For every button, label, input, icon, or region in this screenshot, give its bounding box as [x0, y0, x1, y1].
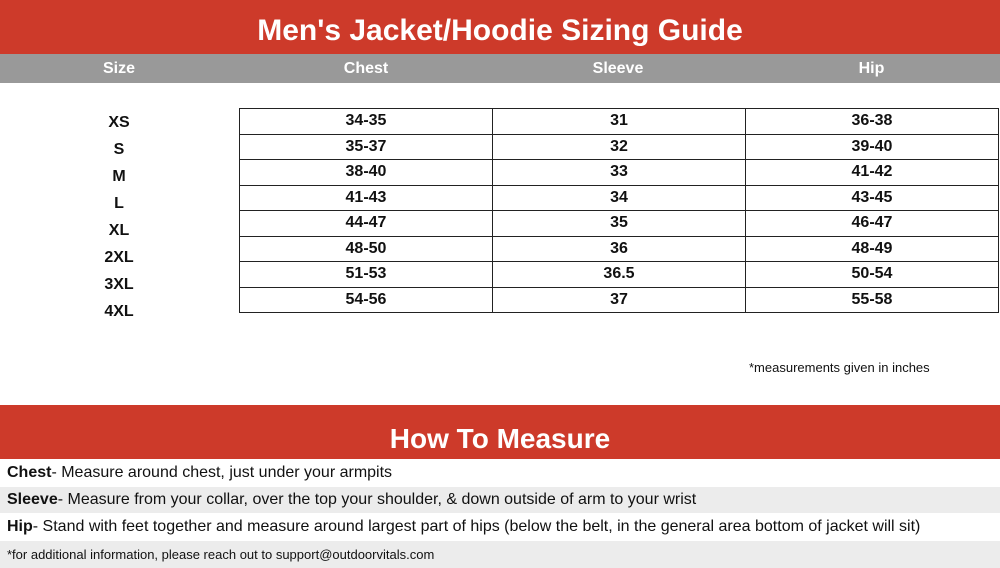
size-label: 3XL: [104, 276, 134, 293]
how-description: - Stand with feet together and measure around largest part of hips (below the belt, in the general area bottom of jacket will sit): [32, 518, 921, 535]
chest-cell: 48-50: [240, 236, 493, 262]
hip-cell: 39-40: [746, 134, 999, 160]
how-term: Chest: [7, 464, 52, 481]
how-description: - Measure around chest, just under your armpits: [51, 464, 393, 481]
hip-cell: 48-49: [746, 236, 999, 262]
column-header-hip: Hip: [858, 60, 885, 77]
how-term: Hip: [7, 518, 33, 535]
size-label: L: [114, 195, 124, 212]
hip-cell: 36-38: [746, 109, 999, 135]
hip-cell: 43-45: [746, 185, 999, 211]
sleeve-cell: 33: [493, 160, 746, 186]
column-header-bar: [0, 54, 1000, 83]
size-label: XS: [108, 114, 130, 131]
sleeve-cell: 32: [493, 134, 746, 160]
how-to-measure-title: How To Measure: [0, 405, 1000, 459]
page-title: Men's Jacket/Hoodie Sizing Guide: [0, 0, 1000, 54]
how-item-chest: [0, 460, 1000, 486]
table-row: [240, 109, 999, 135]
size-label: XL: [108, 222, 130, 239]
column-header-size: Size: [102, 60, 135, 77]
table-row: [240, 185, 999, 211]
sleeve-cell: 35: [493, 211, 746, 237]
size-label: 4XL: [104, 303, 134, 320]
chest-cell: 51-53: [240, 262, 493, 288]
footer-contact-note: *for additional information, please reach out to support@outdoorvitals.com: [0, 541, 1000, 568]
measurement-note: *measurements given in inches: [749, 360, 930, 375]
sleeve-cell: 31: [493, 109, 746, 135]
chest-cell: 54-56: [240, 287, 493, 313]
table-row: [240, 134, 999, 160]
size-table: [239, 108, 999, 313]
hip-cell: 55-58: [746, 287, 999, 313]
how-term: Sleeve: [7, 491, 58, 508]
hip-cell: 46-47: [746, 211, 999, 237]
chest-cell: 34-35: [240, 109, 493, 135]
how-item-hip: [0, 514, 1000, 540]
sleeve-cell: 36.5: [493, 262, 746, 288]
size-labels: [0, 109, 238, 325]
how-description: - Measure from your collar, over the top your shoulder, & down outside of arm to your wrist: [57, 491, 697, 508]
table-row: [240, 160, 999, 186]
size-label: 2XL: [104, 249, 134, 266]
size-label: M: [112, 168, 126, 185]
size-label: S: [113, 141, 125, 158]
table-row: [240, 262, 999, 288]
table-row: [240, 236, 999, 262]
chest-cell: 35-37: [240, 134, 493, 160]
hip-cell: 41-42: [746, 160, 999, 186]
chest-cell: 44-47: [240, 211, 493, 237]
hip-cell: 50-54: [746, 262, 999, 288]
column-header-sleeve: Sleeve: [592, 60, 644, 77]
sleeve-cell: 36: [493, 236, 746, 262]
sleeve-cell: 37: [493, 287, 746, 313]
column-header-chest: Chest: [343, 60, 389, 77]
table-row: [240, 211, 999, 237]
sleeve-cell: 34: [493, 185, 746, 211]
how-item-sleeve: [0, 487, 1000, 513]
table-row: [240, 287, 999, 313]
chest-cell: 41-43: [240, 185, 493, 211]
chest-cell: 38-40: [240, 160, 493, 186]
